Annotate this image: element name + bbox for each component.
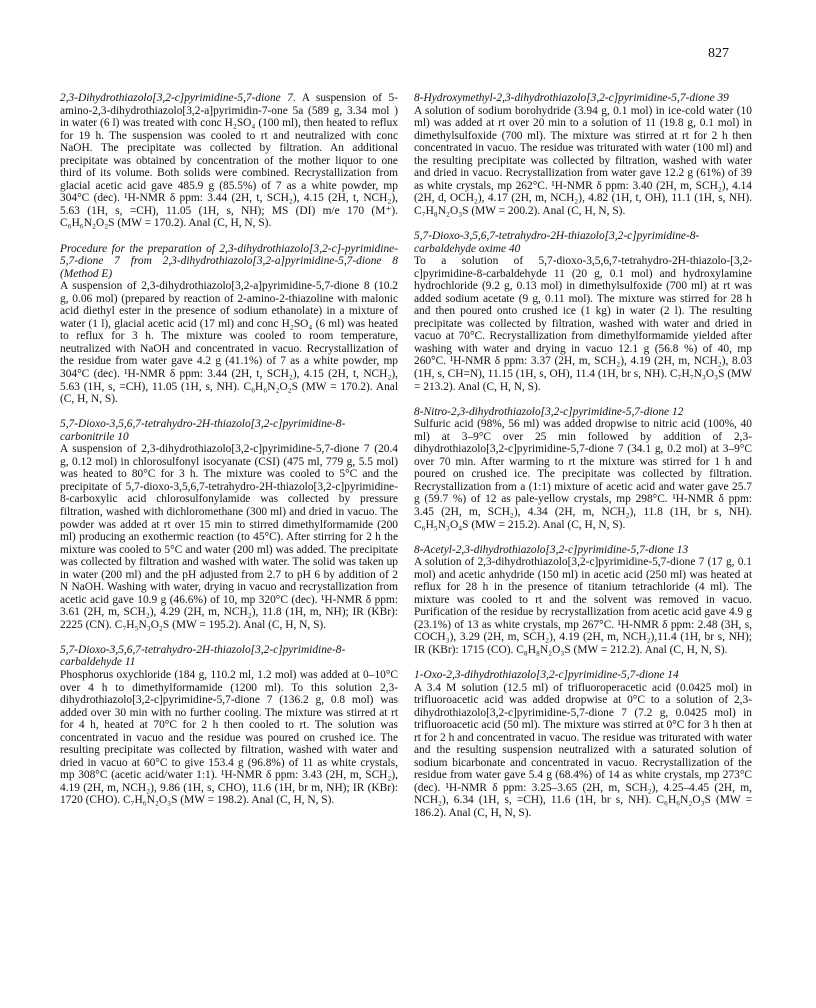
section-body: To a solution of 5,7-dioxo-3,5,6,7-tetrahydro-2H-thiazolo-[3,2-c]pyrimidine-8-carbaldehyde 11 (20 g, 0.1 mol) and hydroxylamine hydrochloride (9.2 g, 0.13 mol) in dimethylsulfoxide (700 ml) at rt was added sodium acetate (9 g, 0.11 mol). The mixture was stirred for 28 h and then poured onto crushed ice (1 kg) in water (2 l). The resulting precipitate was collected by filtration, washed with water and dried in vacuo at 70°C. Recrystallization from dimethylformamide yielded after washing with water and drying in vacuo 12.1 g (56.8 %) of 40, mp 260°C. ¹H-NMR δ ppm: 3.37 (2H, m, SCH₂), 4.19 (2H, m, NCH₂), 8.03 (1H, s, CH=N), 11.15 (1H, s, OH), 11.4 (1H, br s, NH). C₇H₇N₃O₃S (MW = 213.2). Anal (C, H, N, S). — [414, 255, 752, 393]
section-body: A suspension of 5-amino-2,3-dihydrothiazolo[3,2-a]pyrimidin-7-one 5a (589 g, 3.34 mol ) in water (6 l) was treated with conc H₂SO₄ (100 ml), then heated to reflux for 19 h. The suspension was cooled to rt and neutralized with conc NaOH. The precipitate was collected by filtration. An additional precipitate was obtained by concentration of the mother liquor to one third of its volume. Both solids were combined. Recrystallization from glacial acetic acid gave 485.9 g (85.5%) of 7 as a white powder, mp 304°C (dec). ¹H-NMR δ ppm: 3.44 (2H, t, SCH₂), 4.15 (2H, t, NCH₂), 5.63 (1H, s, =CH), 11.05 (1H, s, NH); MS (DI) m/e 170 (M⁺). C₆H₆N₂O₂S (MW = 170.2). Anal (C, H, N, S). — [60, 92, 399, 230]
page-number: 827 — [708, 46, 729, 61]
section-body: Sulfuric acid (98%, 56 ml) was added dropwise to nitric acid (100%, 40 ml) at 3–9°C over 25 min followed by addition of 2,3-dihydrothiazolo[3,2-c]pyrimidine-5,7-dione 7 (34.1 g, 0.2 mol) at 3–9°C over 70 min. After warming to rt the mixture was stirred for 1 h and poured on crushed ice. The precipitate was collected by filtration. Recrystallization from a (1:1) mixture of acetic acid and water gave 25.7 g (59.7 %) of 12 as pale-yellow crystals, mp 298°C. ¹H-NMR δ ppm: 3.45 (2H, m, SCH₂), 4.34 (2H, m, NCH₂), 11.8 (1H, br s, NH). C₆H₅N₃O₄S (MW = 215.2). Anal (C, H, N, S). — [414, 418, 752, 531]
section-heading: 8-Acetyl-2,3-dihydrothiazolo[3,2-c]pyrimidine-5,7-dione 13 — [414, 543, 689, 556]
section-body: A suspension of 2,3-dihydrothiazolo[3,2-a]pyrimidine-5,7-dione 8 (10.2 g, 0.06 mol) (prepared by reaction of 2-amino-2-thiazoline with malonic acid diethyl ester in the presence of sodium ethanolate) in a mixture of water (1 l), glacial acetic acid (17 ml) and conc H₂SO₄ (6 ml) was heated to reflux for 3 h. The mixture was cooled to room temperature, neutralized with NaOH and concentrated in vacuo. Recrystallization of the residue from water gave 4.2 g (41.1%) of 7 as a white powder, mp 304°C (dec). ¹H-NMR δ ppm: 3.44 (2H, t, SCH₂), 4.15 (2H, t, NCH₂), 5.63 (1H, s, =CH), 11.05 (1H, s, NH). C₆H₆N₂O₂S (MW = 170.2). Anal (C, H, N, S). — [60, 280, 398, 406]
section-body: A solution of sodium borohydride (3.94 g, 0.1 mol) in ice-cold water (10 ml) was added at rt over 20 min to a solution of 11 (19.8 g, 0.1 mol) in dimethylsulfoxide (700 ml). The mixture was stirred at rt for 2 h then concentrated in vacuo. The residue was triturated with water (100 ml) and the resulting precipitate was collected by filtration, washed with water and dried in vacuo. Recrystallization from water gave 12.2 g (61%) of 39 as white crystals, mp 262°C. ¹H-NMR δ ppm: 3.40 (2H, m, SCH₂), 4.14 (2H, d, OCH₂), 4.17 (2H, m, NCH₂), 4.82 (1H, t, OH), 11.1 (1H, s, NH). C₇H₈N₂O₃S (MW = 200.2). Anal (C, H, N, S). — [414, 104, 752, 217]
section-heading: 5,7-Dioxo-3,5,6,7-tetrahydro-2H-thiazolo[3,2-c]pyrimidine-8-carbaldehyde 11 — [60, 643, 346, 669]
procedure-compound-40 — [414, 230, 752, 393]
procedure-method-e — [60, 243, 398, 406]
left-column — [60, 92, 398, 820]
procedure-compound-39 — [414, 92, 752, 217]
procedure-compound-11 — [60, 644, 398, 807]
right-column — [414, 92, 752, 832]
section-heading: 5,7-Dioxo-3,5,6,7-tetrahydro-2H-thiazolo[3,2-c]pyrimidine-8-carbaldehyde oxime 40 — [414, 229, 700, 255]
section-heading: 8-Nitro-2,3-dihydrothiazolo[3,2-c]pyrimidine-5,7-dione 12 — [414, 405, 684, 418]
section-body: A 3.4 M solution (12.5 ml) of trifluoroperacetic acid (0.0425 mol) in trifluoroacetic acid was added dropwise at 0°C to a solution of 2,3-dihydrothiazolo[3,2-c]pyrimidine-5,7-dione 7 (7.2 g, 0.0425 mol) in trifluoroacetic acid (50 ml). The mixture was stirred at 0°C for 3 h then at rt for 2 h and concentrated in vacuo. The residue was triturated with water and the resulting suspension neutralized with a saturated solution of sodium bicarbonate and concentrated in vacuo. Recrystallization of the residue from water gave 5.4 g (68.4%) of 14 as white crystals, mp 273°C (dec). ¹H-NMR δ ppm: 3.25–3.65 (2H, m, SCH₂), 4.25–4.45 (2H, m, NCH₂), 6.34 (1H, s, =CH), 11.6 (1H, br s, NH). C₆H₆N₂O₃S (MW = 186.2). Anal (C, H, N, S). — [414, 681, 752, 819]
section-heading: 2,3-Dihydrothiazolo[3,2-c]pyrimidine-5,7-dione 7. — [60, 92, 296, 104]
procedure-compound-13 — [414, 544, 752, 657]
procedure-compound-14 — [414, 669, 752, 820]
procedure-compound-7 — [60, 92, 398, 230]
section-body: A suspension of 2,3-dihydrothiazolo[3,2-c]pyrimidine-5,7-dione 7 (20.4 g, 0.12 mol) in chlorosulfonyl isocyanate (CSI) (475 ml, 779 g, 5.5 mol) was heated to 80°C for 3 h. The mixture was cooled to 5°C and the precipitate of 5,7-dioxo-3,5,6,7-tetrahydro-2H-thiazolo[3,2-c]pyrimidine-8-carboxylic acid chlorosulfonylamide was collected by pressure filtration, washed with dichloromethane (300 ml) and dried in vacuo. The powder was added at rt over 15 min to stirred dimethylformamide (200 ml) producing an exothermic reaction (to 45°C). After stirring for 2 h the mixture was cooled to 5°C and water (200 ml) was added. The precipitate was collected by filtration and washed with water. The solid was taken up in water (200 ml) and the pH adjusted from 2.7 to pH 6 by addition of 2 N NaOH. Washing with water, drying in vacuo and recrystallization from acetic acid gave 10.9 g (46.6%) of 10, mp 320°C (dec). ¹H-NMR δ ppm: 3.61 (2H, m, SCH₂), 4.29 (2H, m, NCH₂), 11.8 (1H, m, NH); IR (KBr): 2225 (CN). C₇H₅N₃O₂S (MW = 195.2). Anal (C, H, N, S). — [60, 443, 398, 631]
section-body: A solution of 2,3-dihydrothiazolo[3,2-c]pyrimidine-5,7-dione 7 (17 g, 0.1 mol) and acetic anhydride (150 ml) in acetic acid (250 ml) was heated at reflux for 28 h in the presence of titanium tetrachloride (4 ml). The mixture was cooled to rt and the solvent was removed in vacuo. Purification of the residue by recrystallization from acetic acid gave 4.9 g (23.1%) of 13 as white crystals, mp 267°C. ¹H-NMR δ ppm: 2.48 (3H, s, COCH₃), 3.29 (2H, m, SCH₂), 4.19 (2H, m, NCH₂),11.4 (1H, br s, NH); IR (KBr): 1715 (CO). C₈H₈N₂O₃S (MW = 212.2). Anal (C, H, N, S). — [414, 556, 752, 656]
procedure-compound-12 — [414, 406, 752, 531]
procedure-compound-10 — [60, 418, 398, 631]
section-body: Phosphorus oxychloride (184 g, 110.2 ml, 1.2 mol) was added at 0–10°C over 4 h to dimethylformamide (1200 ml). To this solution 2,3-dihydrothiazolo[3,2-c]pyrimidine-5,7-dione 7 (136.2 g, 0.8 mol) was added over 30 min with no further cooling. The mixture was stirred at rt for 4 h, heated at 70°C for 2 h then cooled to rt. The solution was concentrated in vacuo and the residue was poured on crushed ice. The resulting precipitate was collected by filtration, washed with water and dried in vacuo at 60°C to give 153.4 g (96.8%) of 11 as white crystals, mp 308°C (acetic acid/water 1:1). ¹H-NMR δ ppm: 3.43 (2H, m, SCH₂), 4.19 (2H, m, NCH₂), 9.86 (1H, s, CHO), 11.6 (1H, br m, NH); IR (KBr): 1720 (CHO). C₇H₆N₂O₃S (MW = 198.2). Anal (C, H, N, S). — [60, 669, 398, 807]
section-heading: Procedure for the preparation of 2,3-dihydrothiazolo[3,2-c]-pyrimidine-5,7-dione 7 from 2,3-dihydrothiazolo[3,2-a]pyrimidine-5,7-dione 8 (Method E) — [60, 242, 398, 280]
section-heading: 1-Oxo-2,3-dihydrothiazolo[3,2-c]pyrimidine-5,7-dione 14 — [414, 668, 679, 681]
section-heading: 8-Hydroxymethyl-2,3-dihydrothiazolo[3,2-c]pyrimidine-5,7-dione 39 — [414, 92, 729, 104]
section-heading: 5,7-Dioxo-3,5,6,7-tetrahydro-2H-thiazolo[3,2-c]pyrimidine-8-carbonitrile 10 — [60, 418, 346, 443]
